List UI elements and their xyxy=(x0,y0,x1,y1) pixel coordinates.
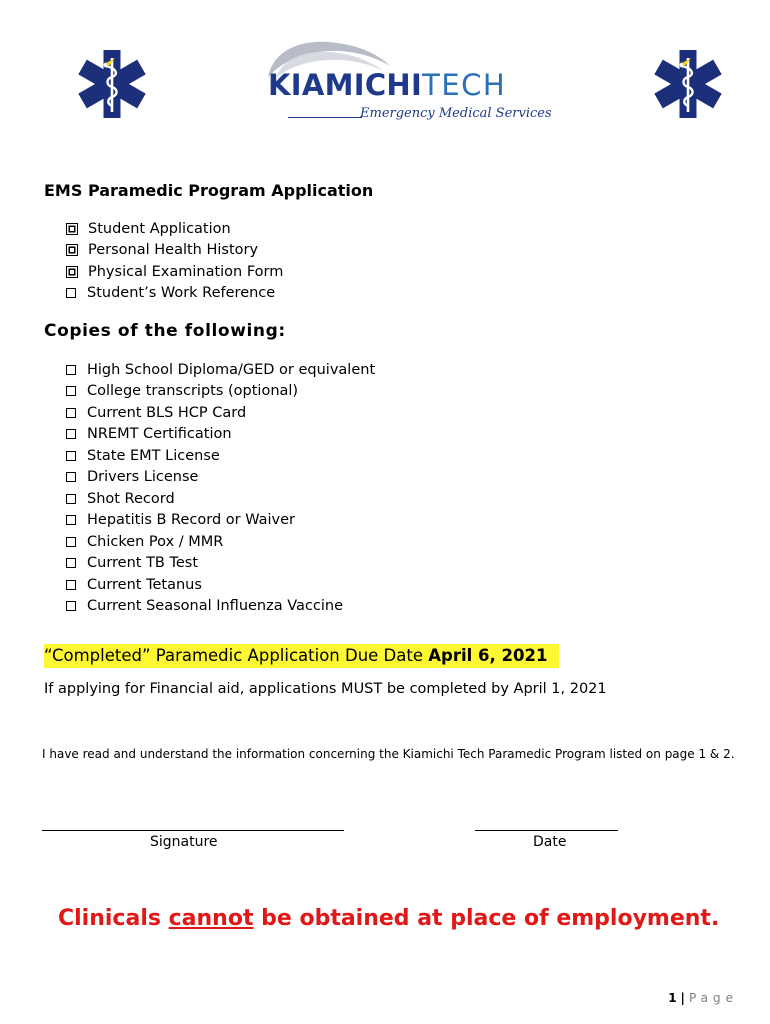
logo-divider xyxy=(288,117,362,118)
signature-label: Signature xyxy=(150,834,218,850)
checkbox[interactable] xyxy=(66,537,76,547)
checklist-item[interactable] xyxy=(66,467,375,489)
page-number: 1 xyxy=(668,991,677,1005)
checkbox[interactable] xyxy=(66,386,76,396)
checkbox[interactable] xyxy=(66,601,76,611)
checklist-item-label: High School Diploma/GED or equivalent xyxy=(87,361,376,378)
checklist-item[interactable] xyxy=(66,218,283,240)
due-date-notice xyxy=(44,644,559,668)
kiamichi-tech-logo xyxy=(258,38,552,130)
financial-aid-note: If applying for Financial aid, applications MUST be completed by April 1, 2021 xyxy=(44,681,607,697)
page-title: EMS Paramedic Program Application xyxy=(44,181,374,200)
checklist-item-label: Personal Health History xyxy=(88,242,259,259)
clinicals-warning xyxy=(58,906,719,931)
checkbox[interactable] xyxy=(66,472,76,482)
checkbox[interactable] xyxy=(66,494,76,504)
checklist-item[interactable] xyxy=(66,381,375,403)
due-date-text: “Completed” Paramedic Application Due Date xyxy=(44,646,429,665)
checklist-item[interactable] xyxy=(66,240,283,262)
acknowledgement-statement: I have read and understand the information concerning the Kiamichi Tech Paramedic Program listed on page 1 & 2. xyxy=(42,747,735,761)
application-checklist xyxy=(66,218,283,304)
checklist-item[interactable] xyxy=(66,574,375,596)
logo-wordmark-part2: TECH xyxy=(422,68,507,102)
checklist-item-label: Current Tetanus xyxy=(87,576,202,593)
checklist-item[interactable] xyxy=(66,488,375,510)
page-word: Page xyxy=(688,991,738,1005)
checklist-item-label: Current TB Test xyxy=(87,555,199,572)
checklist-item-label: Student Application xyxy=(88,220,231,237)
star-of-life-icon xyxy=(654,48,722,120)
logo-wordmark-part1: KIAMICHI xyxy=(268,68,423,102)
checkbox[interactable] xyxy=(66,580,76,590)
checkbox[interactable] xyxy=(66,365,76,375)
checklist-item-label: NREMT Certification xyxy=(87,426,232,443)
checklist-item[interactable] xyxy=(66,424,375,446)
checklist-item-label: Chicken Pox / MMR xyxy=(87,533,224,550)
checklist-item[interactable] xyxy=(66,445,375,467)
warning-text-part1: Clinicals xyxy=(58,906,169,931)
checklist-item-label: Current Seasonal Influenza Vaccine xyxy=(87,598,343,615)
checklist-item-label: Current BLS HCP Card xyxy=(87,404,247,421)
checklist-item[interactable] xyxy=(66,531,375,553)
date-line[interactable] xyxy=(475,830,618,831)
signature-line[interactable] xyxy=(42,830,344,831)
checkbox[interactable] xyxy=(66,408,76,418)
logo-wordmark xyxy=(268,68,506,102)
checkbox[interactable] xyxy=(66,223,78,235)
checkbox[interactable] xyxy=(66,451,76,461)
date-label: Date xyxy=(533,834,567,850)
checklist-item-label: Physical Examination Form xyxy=(88,263,284,280)
checkbox[interactable] xyxy=(66,515,76,525)
checklist-item[interactable] xyxy=(66,359,375,381)
checklist-item-label: Shot Record xyxy=(87,490,175,507)
warning-emphasis: cannot xyxy=(168,906,254,931)
checklist-item[interactable] xyxy=(66,596,375,618)
checkbox[interactable] xyxy=(66,244,78,256)
warning-text-part2: be obtained at place of employment. xyxy=(253,906,720,931)
checklist-item[interactable] xyxy=(66,283,283,305)
copies-heading: Copies of the following: xyxy=(44,321,286,341)
checklist-item-label: Drivers License xyxy=(87,469,199,486)
checklist-item[interactable] xyxy=(66,510,375,532)
checklist-item[interactable] xyxy=(66,402,375,424)
checklist-item-label: Hepatitis B Record or Waiver xyxy=(87,512,295,529)
copies-checklist xyxy=(66,359,375,617)
logo-subtitle: Emergency Medical Services xyxy=(360,106,552,121)
checkbox[interactable] xyxy=(66,288,76,298)
checklist-item[interactable] xyxy=(66,553,375,575)
checklist-item[interactable] xyxy=(66,261,283,283)
checklist-item-label: State EMT License xyxy=(87,447,220,464)
checkbox[interactable] xyxy=(66,266,78,278)
checklist-item-label: College transcripts (optional) xyxy=(87,383,299,400)
checklist-item-label: Student’s Work Reference xyxy=(87,285,276,302)
page-separator: | xyxy=(680,991,685,1005)
star-of-life-icon xyxy=(78,48,146,120)
checkbox[interactable] xyxy=(66,429,76,439)
checkbox[interactable] xyxy=(66,558,76,568)
page-footer xyxy=(668,991,738,1005)
due-date-value: April 6, 2021 xyxy=(428,646,548,665)
